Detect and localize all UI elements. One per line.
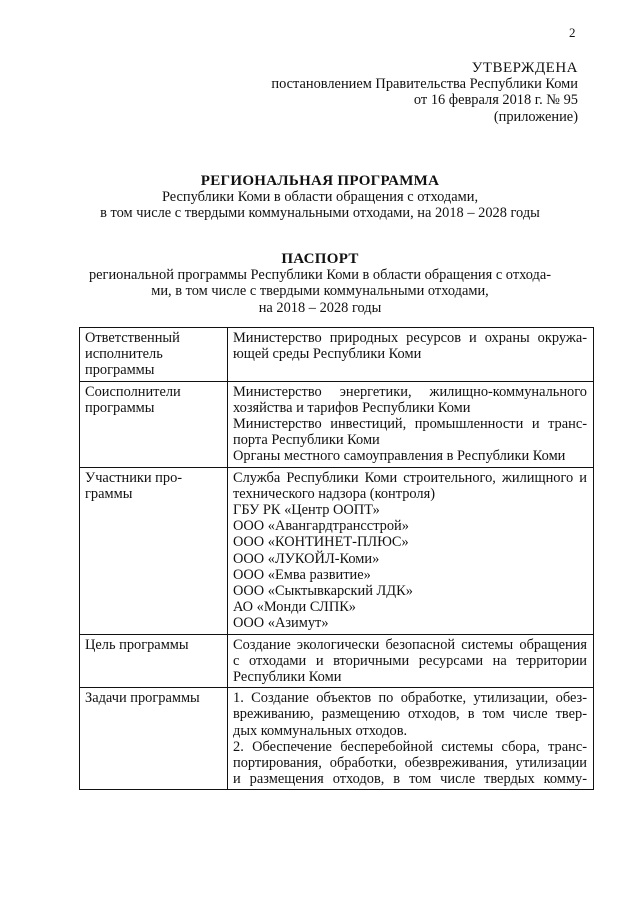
passport-subtitle-1: региональной программы Республики Коми в области обращения с отхода- bbox=[88, 267, 552, 284]
approval-block bbox=[198, 60, 578, 125]
passport-table bbox=[79, 327, 594, 790]
row-label-line: Ответственный bbox=[85, 330, 180, 346]
row-label-line: Задачи программы bbox=[85, 690, 200, 707]
row-value-line: ООО «Азимут» bbox=[233, 615, 329, 632]
program-title-block bbox=[40, 173, 600, 222]
row-label-line: исполнитель bbox=[85, 346, 163, 363]
row-value-cell bbox=[228, 467, 594, 634]
table-row bbox=[80, 328, 594, 382]
row-value-line: Создание экологически безопасной системы обращения bbox=[233, 636, 587, 653]
row-value-line: ющей среды Республики Коми bbox=[233, 346, 422, 363]
row-label-cell bbox=[80, 688, 228, 790]
row-label-line: Участники про- bbox=[85, 469, 183, 486]
row-value-line: ООО «Авангардтрансстрой» bbox=[233, 518, 409, 535]
approval-line-1: постановлением Правительства Республики Коми bbox=[271, 76, 578, 93]
row-value-line: ООО «КОНТИНЕТ-ПЛЮС» bbox=[233, 534, 409, 551]
row-label-line: Соисполнители bbox=[85, 383, 181, 400]
row-value-line: с отходами и вторичными ресурсами на территории bbox=[233, 652, 587, 669]
row-value-line: АО «Монди СЛПК» bbox=[233, 599, 357, 616]
program-subtitle-1: Республики Коми в области обращения с отходами, bbox=[161, 189, 479, 206]
row-value-line: Республики Коми bbox=[233, 669, 342, 686]
row-value-line: дых коммунальных отходов. bbox=[233, 722, 408, 739]
row-value-cell bbox=[228, 381, 594, 467]
row-label-line: граммы bbox=[85, 485, 133, 502]
row-value-line: Министерство природных ресурсов и охраны окружа- bbox=[233, 330, 587, 346]
page-number: 2 bbox=[569, 25, 576, 40]
table-row bbox=[80, 467, 594, 634]
row-label-cell bbox=[80, 467, 228, 634]
row-label-line: Цель программы bbox=[85, 636, 189, 653]
row-value-line: и размещения отходов, в том числе твердых комму- bbox=[233, 771, 587, 788]
table-row bbox=[80, 688, 594, 790]
program-heading: РЕГИОНАЛЬНАЯ ПРОГРАММА bbox=[200, 173, 440, 189]
row-label-line: программы bbox=[85, 362, 155, 379]
row-value-cell bbox=[228, 328, 594, 382]
row-label-cell bbox=[80, 381, 228, 467]
passport-subtitle-2: ми, в том числе с твердыми коммунальными отходами, bbox=[151, 283, 489, 300]
row-value-line: технического надзора (контроля) bbox=[233, 485, 436, 502]
approval-line-3: (приложение) bbox=[493, 108, 578, 125]
row-value-line: порта Республики Коми bbox=[233, 432, 380, 449]
row-value-line: портирования, обработки, обезвреживания, утилизации bbox=[233, 755, 587, 772]
passport-table-body bbox=[80, 328, 594, 790]
row-value-line: ООО «ЛУКОЙЛ-Коми» bbox=[233, 550, 380, 567]
row-value-line: хозяйства и тарифов Республики Коми bbox=[233, 399, 471, 416]
row-label-cell bbox=[80, 328, 228, 382]
passport-title-block bbox=[40, 251, 600, 316]
passport-subtitle-3: на 2018 – 2028 годы bbox=[258, 299, 382, 316]
row-value-line: 1. Создание объектов по обработке, утилизации, обез- bbox=[233, 690, 587, 707]
table-row bbox=[80, 634, 594, 688]
row-label-cell bbox=[80, 634, 228, 688]
passport-table-wrap bbox=[79, 327, 594, 790]
row-value-line: Министерство инвестиций, промышленности и транс- bbox=[233, 416, 587, 433]
table-row bbox=[80, 381, 594, 467]
program-subtitle-2: в том числе с твердыми коммунальными отходами, на 2018 – 2028 годы bbox=[100, 205, 540, 222]
row-label-line: программы bbox=[85, 399, 155, 416]
row-value-line: Служба Республики Коми строительного, жилищного и bbox=[233, 469, 587, 486]
row-value-cell bbox=[228, 634, 594, 688]
approval-title: УТВЕРЖДЕНА bbox=[471, 60, 578, 76]
row-value-line: ГБУ РК «Центр ООПТ» bbox=[233, 502, 380, 519]
approval-line-2: от 16 февраля 2018 г. № 95 bbox=[413, 92, 578, 109]
row-value-line: Органы местного самоуправления в Республики Коми bbox=[233, 448, 566, 465]
passport-heading: ПАСПОРТ bbox=[281, 251, 359, 267]
row-value-line: ООО «Емва развитие» bbox=[233, 566, 371, 583]
row-value-line: Министерство энергетики, жилищно-коммунального bbox=[233, 383, 587, 400]
row-value-line: вреживанию, размещению отходов, в том числе твер- bbox=[233, 706, 587, 723]
row-value-line: ООО «Сыктывкарский ЛДК» bbox=[233, 583, 413, 600]
row-value-cell bbox=[228, 688, 594, 790]
row-value-line: 2. Обеспечение бесперебойной системы сбора, транс- bbox=[233, 738, 587, 755]
